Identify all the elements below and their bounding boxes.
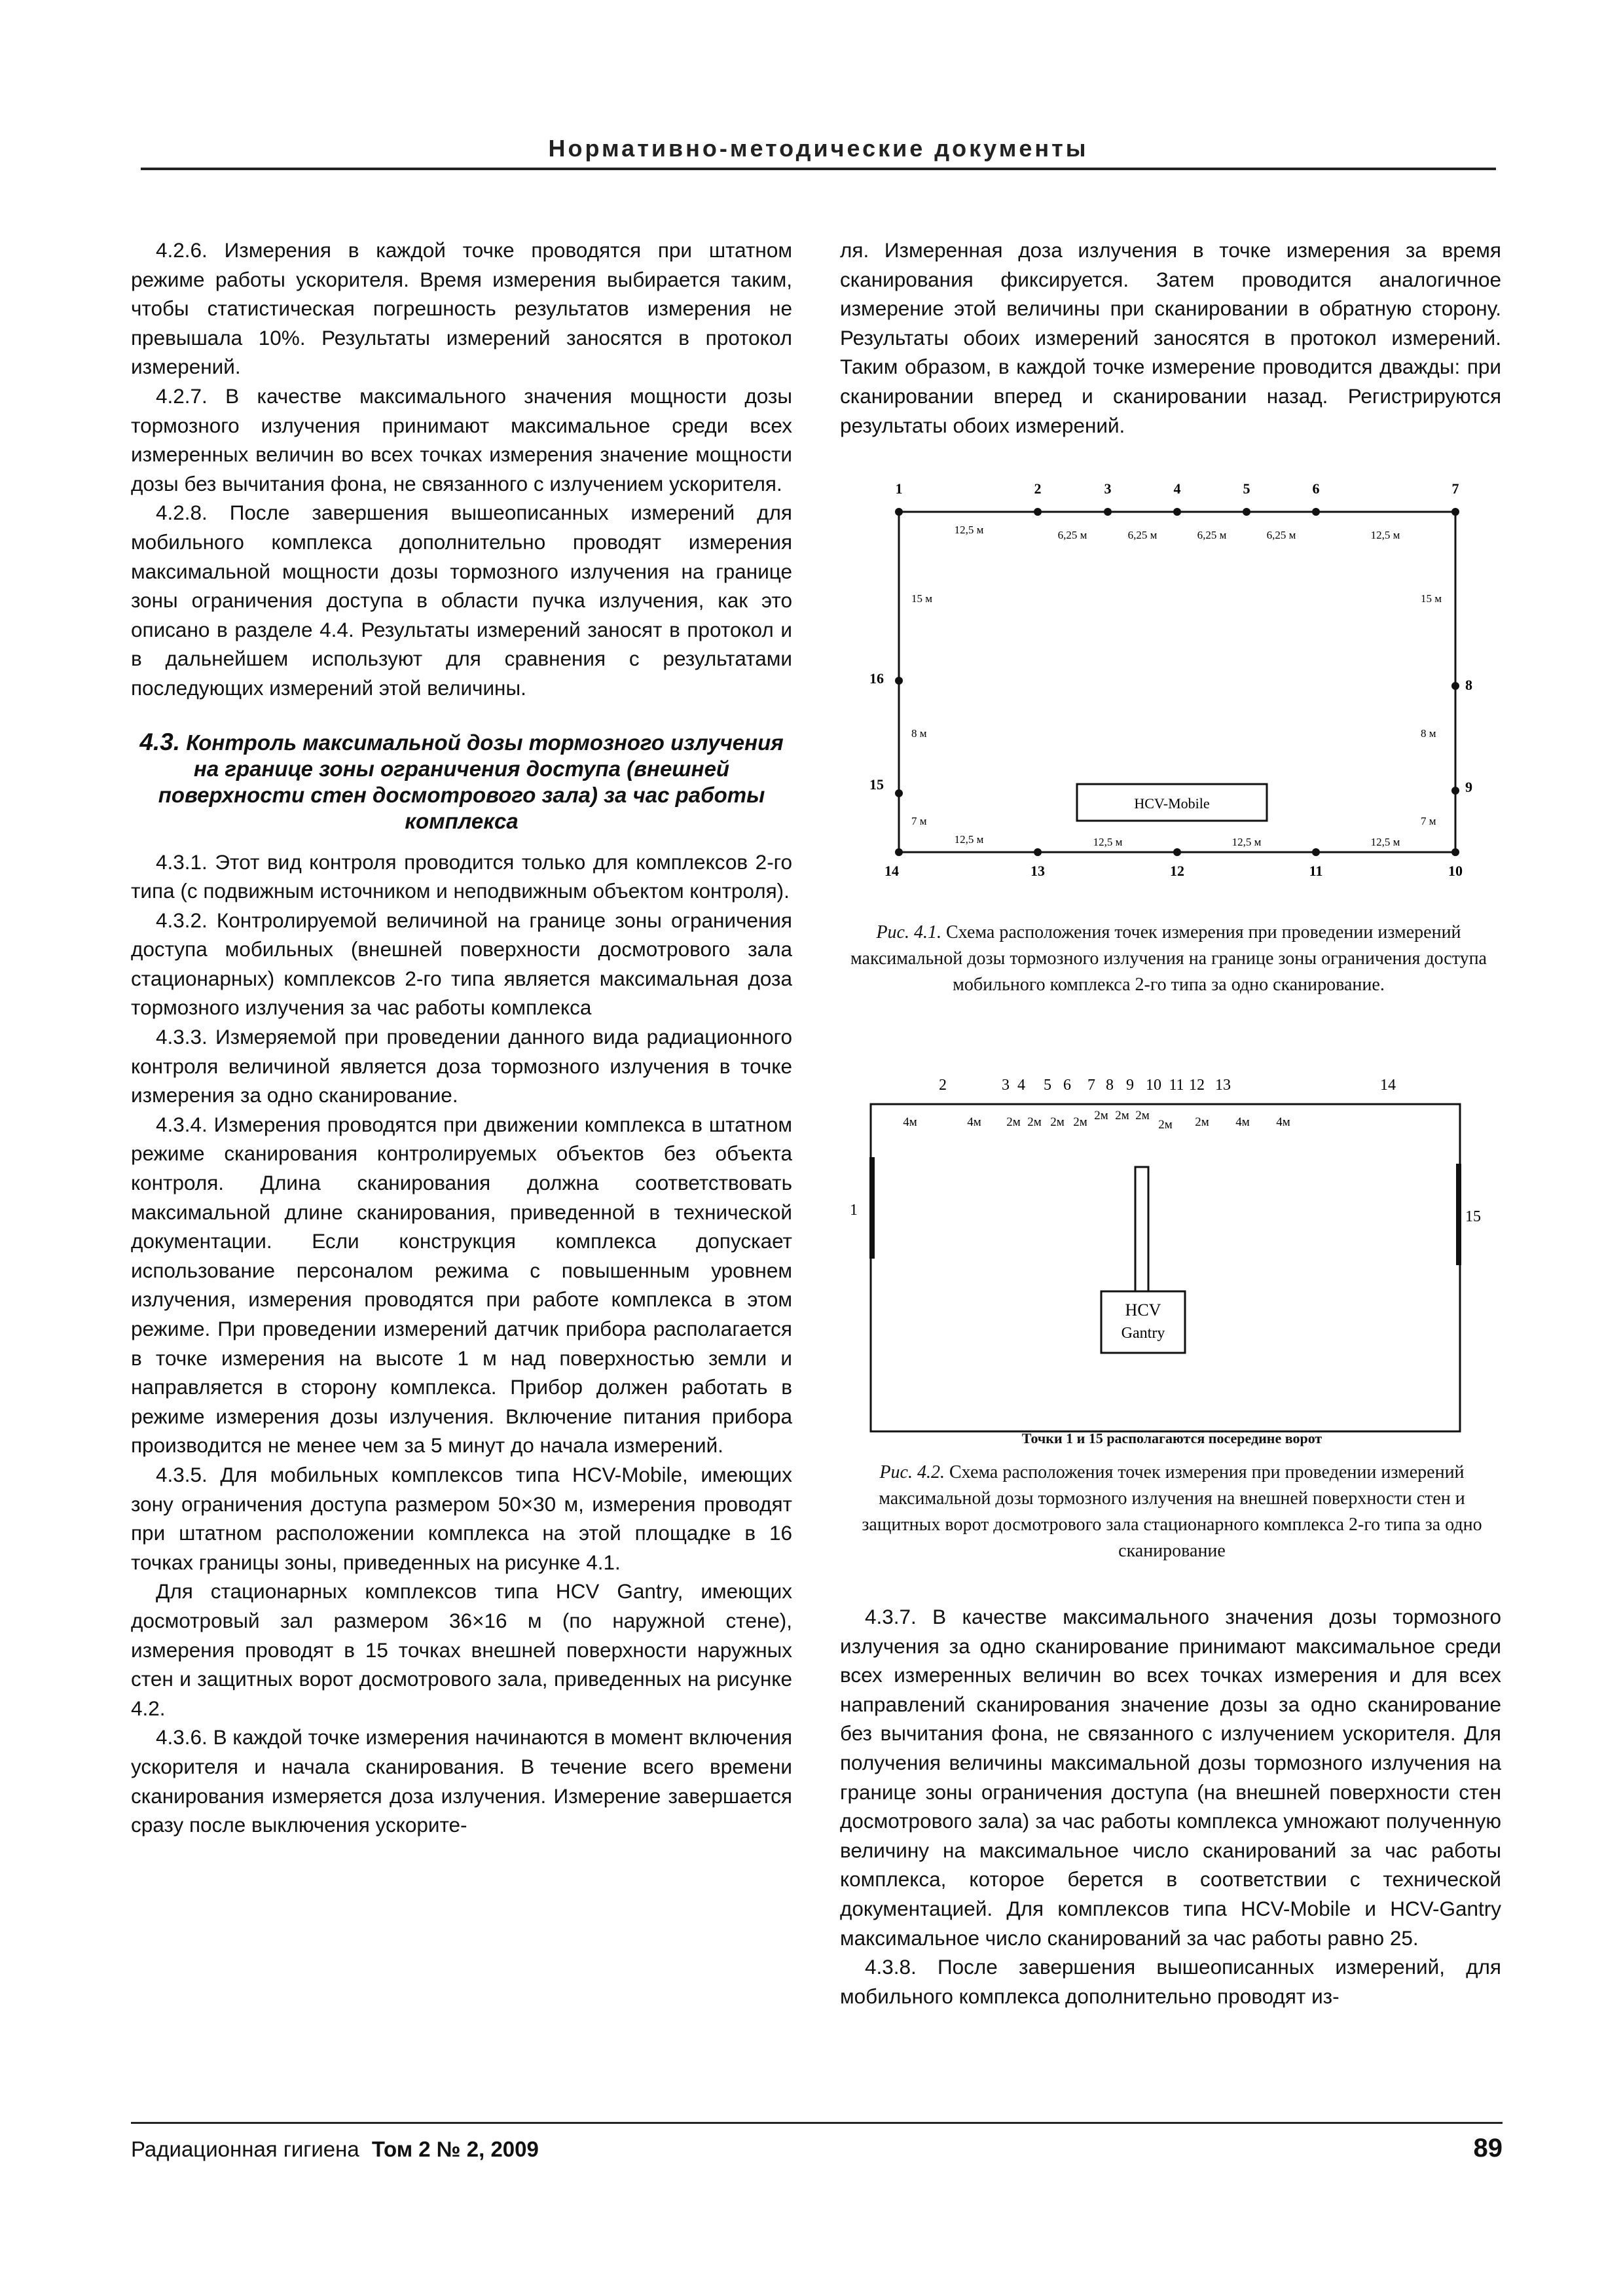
distance-label: 12,5 м [954, 833, 984, 846]
figure-4-1-diagram [864, 478, 1480, 910]
point-label: 8 [1465, 677, 1472, 693]
distance-label: 2м [1073, 1115, 1087, 1129]
point-label: 12 [1170, 863, 1184, 879]
distance-label: 6,25 м [1197, 529, 1227, 541]
left-column [131, 236, 792, 1840]
distance-label: 2м [1006, 1115, 1021, 1129]
distance-label: 2м [1115, 1109, 1129, 1122]
point-label: 5 [1044, 1077, 1051, 1094]
gate-left [869, 1157, 875, 1259]
point-label: 4 [1173, 480, 1181, 497]
point-marker [895, 848, 903, 856]
distance-label: 2м [1094, 1109, 1108, 1122]
distance-label: 15 м [911, 592, 933, 605]
running-header [141, 130, 1496, 170]
point-marker [1312, 848, 1320, 856]
vehicle-label: HCV-Mobile [1134, 795, 1210, 812]
point-label: 14 [1380, 1077, 1396, 1094]
point-label: 12 [1189, 1077, 1205, 1094]
footer-journal [131, 2137, 539, 2162]
paragraph-4-3-1: 4.3.1. Этот вид контроля проводится только для комплексов 2-го типа (с подвижным источником и неподвижным объектом контроля). [131, 850, 792, 903]
page-number: 89 [1473, 2134, 1503, 2162]
gate-right [1456, 1164, 1461, 1265]
paragraph-gantry: Для стационарных комплексов типа HCV Gantry, имеющих досмотровый зал размером 36×16 м (по наружной стене), измерения проводят в 15 точках внешней поверхности наружных стен и защитных ворот досмотрового зала, приведенных на рисунке 4.2. [131, 1579, 792, 1720]
distance-label: 12,5 м [1093, 836, 1123, 848]
figure-4-2-diagram [845, 1060, 1499, 1453]
point-label: 13 [1030, 863, 1045, 879]
point-marker [1034, 508, 1042, 516]
caption-text: Схема расположения точек измерения при проведении измерений максимальной дозы тормозного излучения на границе зоны ограничения доступа мобильного комплекса 2-го типа за одно сканирование. [850, 922, 1487, 995]
point-label: 1 [850, 1202, 858, 1219]
paragraph-4-2-7: 4.2.7. В качестве максимального значения мощности дозы тормозного излучения принимают максимальное среди всех измеренных величин во всех точках измерения значение мощности дозы без вычитания фона, не связанного с излучением ускорителя. [131, 384, 792, 495]
paragraph-4-3-6: 4.3.6. В каждой точке измерения начинаются в момент включения ускорителя и начала сканирования. В течение всего времени сканирования измеряется доза излучения. Измерение завершается сразу после выключения ускорите- [131, 1725, 792, 1837]
point-marker [1243, 508, 1250, 516]
point-marker [1451, 848, 1459, 856]
point-label: 10 [1146, 1077, 1161, 1094]
header-title: Нормативно-методические документы [548, 135, 1089, 162]
distance-label: 8 м [1421, 727, 1436, 740]
point-marker [1451, 787, 1459, 795]
figure-4-1-caption [845, 920, 1493, 998]
point-label: 15 [1465, 1208, 1481, 1225]
point-label: 7 [1087, 1077, 1095, 1094]
gantry-label: Gantry [1121, 1325, 1165, 1342]
distance-label: 12,5 м [1370, 529, 1400, 541]
point-marker [1104, 508, 1112, 516]
distance-label: 2м [1158, 1118, 1173, 1132]
distance-label: 2м [1135, 1109, 1150, 1122]
distance-label: 12,5 м [1231, 836, 1262, 848]
point-marker [895, 789, 903, 797]
point-label: 7 [1451, 480, 1459, 497]
point-label: 4 [1017, 1077, 1025, 1094]
point-marker [895, 677, 903, 685]
distance-label: 6,25 м [1266, 529, 1296, 541]
point-label: 8 [1106, 1077, 1114, 1094]
point-label: 6 [1063, 1077, 1071, 1094]
distance-label: 15 м [1421, 592, 1442, 605]
distance-label: 2м [1050, 1115, 1065, 1129]
distance-label: 2м [1027, 1115, 1042, 1129]
hall-wall [871, 1104, 1460, 1431]
point-label: 2 [939, 1077, 947, 1094]
point-label: 5 [1243, 480, 1250, 497]
point-label: 6 [1312, 480, 1320, 497]
paragraph-4-3-5: 4.3.5. Для мобильных комплексов типа HCV-Mobile, имеющих зону ограничения доступа размером 50×30 м, измерения проводят при штатном расположении комплекса на этой площадке в 16 точках границы зоны, приведенных на рисунке 4.1. [131, 1462, 792, 1574]
point-marker [895, 508, 903, 516]
paragraph-4-3-2: 4.3.2. Контролируемой величиной на границе зоны ограничения доступа мобильных (внешней поверхности досмотрового зала стационарных) комплексов 2-го типа является максимальная доза тормозного излучения за час работы комплекса [131, 908, 792, 1020]
paragraph-continued: ля. Измеренная доза излучения в точке измерения за время сканирования фиксируется. Затем проводится аналогичное измерение этой величины при сканировании в обратную сторону. Результаты обоих измерений заносятся в протокол измерений. Таким образом, в каждой точке измерение проводится дважды: при сканировании вперед и сканировании назад. Регистрируются результаты обоих измерений. [840, 238, 1501, 437]
distance-label: 4м [1235, 1115, 1250, 1129]
point-marker [1451, 682, 1459, 690]
point-label: 3 [1104, 480, 1112, 497]
distance-label: 6,25 м [1127, 529, 1158, 541]
gantry-beam [1135, 1167, 1148, 1291]
distance-label: 6,25 м [1057, 529, 1087, 541]
paragraph-4-3-3: 4.3.3. Измеряемой при проведении данного вида радиационного контроля величиной является доза тормозного излучения в точке измерения за одно сканирование. [131, 1025, 792, 1107]
distance-label: 12,5 м [954, 524, 984, 536]
point-label: 11 [1309, 863, 1323, 879]
figure-4-2-note: Точки 1 и 15 располагаются посередине ворот [1021, 1430, 1322, 1446]
point-label: 15 [869, 776, 884, 793]
figure-4-2-caption [845, 1460, 1499, 1564]
point-label: 9 [1126, 1077, 1134, 1094]
distance-label: 7 м [1421, 815, 1436, 827]
right-column-bottom [840, 1602, 1501, 2011]
paragraph-4-2-8: 4.2.8. После завершения вышеописанных измерений для мобильного комплекса дополнительно проводят измерения максимальной мощности дозы тормозного излучения на границе зоны ограничения доступа в области пучка излучения, как это описано в разделе 4.4. Результаты измерений заносят в протокол и в дальнейшем используют для сравнения с результатами последующих измерений этой величины. [131, 501, 792, 700]
paragraph-4-3-8: 4.3.8. После завершения вышеописанных измерений, для мобильного комплекса дополнительно проводят из- [840, 1955, 1501, 2008]
paragraph-4-2-6: 4.2.6. Измерения в каждой точке проводятся при штатном режиме работы ускорителя. Время измерения выбирается таким, чтобы статистическая погрешность результатов измерения не превышала 10%. Результаты измерений заносятся в протокол измерений. [131, 238, 792, 379]
gantry-label: HCV [1125, 1300, 1161, 1319]
paragraph-4-3-7: 4.3.7. В качестве максимального значения дозы тормозного излучения за одно сканирование принимают максимальное среди всех измеренных величин во всех точках измерения и для всех направлений сканирования значение дозы за одно сканирование без вычитания фона, не связанного с излучением ускорителя. Для получения величины максимальной дозы тормозного излучения на границе зоны ограничения доступа (на внешней поверхности стен досмотрового зала) за час работы комплекса умножают полученную величину на максимальное число сканирований за час работы комплекса, которое берется в соответствии с технической документацией. Для комплексов типа HCV-Mobile и HCV-Gantry максимальное число сканирований за час работы равно 25. [840, 1605, 1501, 1950]
paragraph-4-3-4: 4.3.4. Измерения проводятся при движении комплекса в штатном режиме сканирования контролируемых объектов без объекта контроля. Длина сканирования должна соответствовать максимальной длине сканирования, приведенной в технической документации. Если конструкция комплекса допускает использование персоналом режима с повышенным уровнем излучения, измерения проводятся при работе комплекса в этом режиме. При проведении измерений датчик прибора располагается в точке измерения на высоте 1 м над поверхностью земли и направляется в сторону комплекса. Прибор должен работать в режиме измерения дозы излучения. Включение питания прибора производится не менее чем за 5 минут до начала измерений. [131, 1112, 792, 1458]
distance-label: 7 м [911, 815, 927, 827]
point-label: 16 [869, 670, 884, 687]
distance-label: 2м [1195, 1115, 1209, 1129]
point-marker [1312, 508, 1320, 516]
distance-label: 8 м [911, 727, 927, 740]
point-marker [1173, 508, 1181, 516]
point-marker [1173, 848, 1181, 856]
journal-issue: Том 2 № 2, 2009 [371, 2137, 539, 2161]
section-heading-4-3 [131, 729, 792, 834]
distance-label: 4м [903, 1115, 917, 1129]
distance-label: 12,5 м [1370, 836, 1400, 848]
point-label: 14 [884, 863, 899, 879]
right-column-top [840, 236, 1501, 440]
point-label: 11 [1169, 1077, 1184, 1094]
caption-label: Рис. 4.1. [876, 922, 941, 942]
point-marker [1451, 508, 1459, 516]
point-label: 10 [1448, 863, 1463, 879]
point-label: 9 [1465, 779, 1472, 795]
footer-rule [131, 2122, 1503, 2124]
journal-name: Радиационная гигиена [131, 2137, 359, 2161]
caption-label: Рис. 4.2. [879, 1462, 945, 1482]
section-number: 4.3. [139, 728, 181, 755]
distance-label: 4м [967, 1115, 981, 1129]
caption-text: Схема расположения точек измерения при проведении измерений максимальной дозы тормозного излучения на внешней поверхности стен и защитных ворот досмотрового зала стационарного комплекса 2-го типа за одно сканирование [862, 1462, 1482, 1561]
distance-label: 4м [1276, 1115, 1290, 1129]
point-label: 1 [895, 480, 903, 497]
point-label: 13 [1215, 1077, 1231, 1094]
point-label: 3 [1002, 1077, 1010, 1094]
point-label: 2 [1034, 480, 1042, 497]
section-title: Контроль максимальной дозы тормозного излучения на границе зоны ограничения доступа (внешней поверхности стен досмотрового зала) за час работы комплекса [158, 730, 784, 833]
point-marker [1034, 848, 1042, 856]
